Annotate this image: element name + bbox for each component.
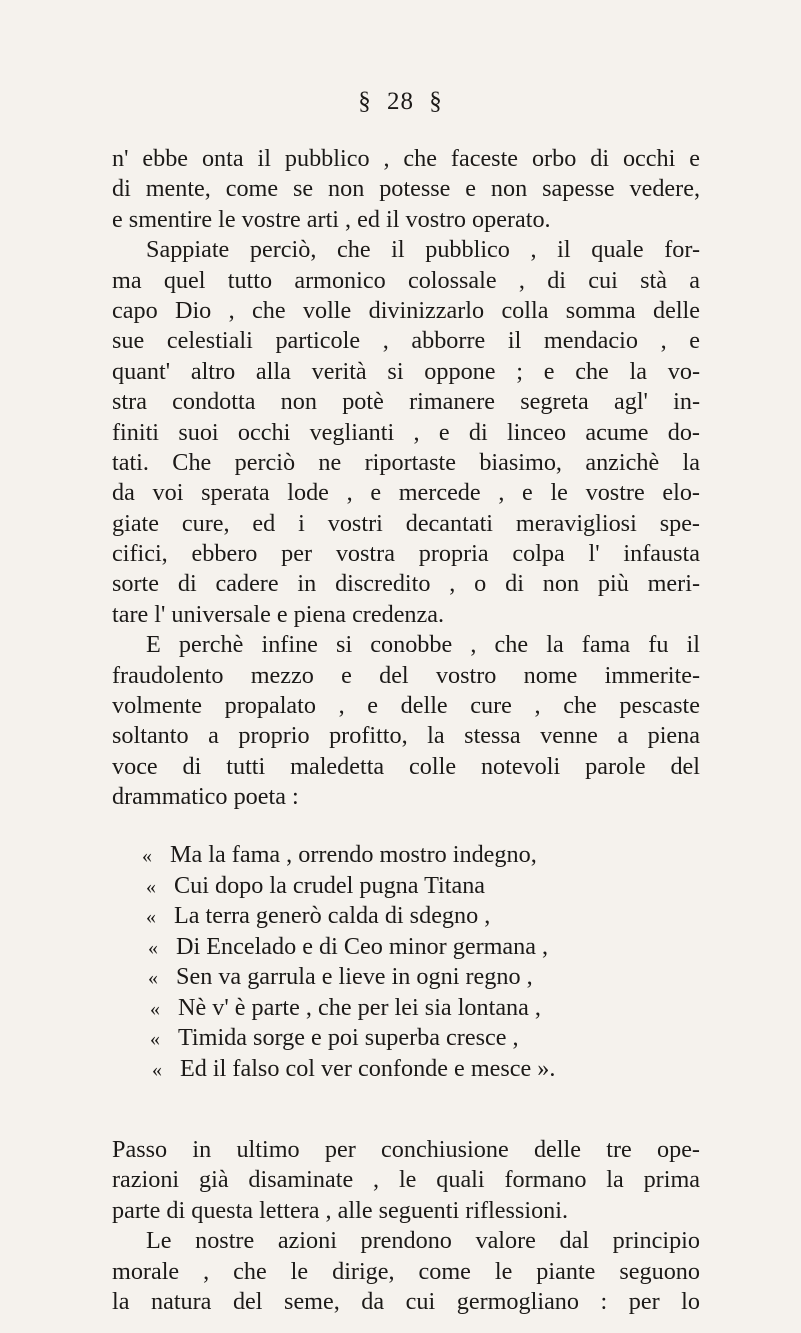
text-line: cifici, ebbero per vostra propria colpa l' infausta (112, 540, 700, 568)
prose-top (112, 144, 700, 813)
verse-text: La terra generò calda di sdegno , (174, 902, 491, 929)
text-line: voce di tutti maledetta colle notevoli parole del (112, 752, 700, 780)
verse-line (0, 901, 801, 932)
verse-line (0, 871, 801, 902)
text-line: morale , che le dirige, come le piante seguono (112, 1257, 700, 1285)
paragraph-5 (112, 1226, 700, 1317)
text-line: di mente, come se non potesse e non sapesse vedere, (112, 175, 700, 203)
verse-quote-mark: « (146, 906, 156, 928)
text-line: soltanto a proprio profitto, la stessa venne a piena (112, 722, 700, 750)
verse-line (0, 993, 801, 1024)
text-line: n' ebbe onta il pubblico , che faceste orbo di occhi e (112, 145, 700, 172)
verse-text: Timida sorge e poi superba cresce , (178, 1024, 519, 1051)
text-line: la natura del seme, da cui germogliano : per lo (112, 1287, 700, 1315)
verse-line (0, 840, 801, 871)
page-header (0, 88, 801, 116)
section-mark-left: § (358, 88, 372, 115)
text-line: fraudolento mezzo e del vostro nome immerite- (112, 661, 700, 689)
verse-line (0, 1054, 801, 1085)
verse-text: Ed il falso col ver confonde e mesce ». (180, 1054, 556, 1082)
text-line: tare l' universale e piena credenza. (112, 600, 445, 628)
verse-quote-mark: « (148, 936, 158, 959)
page-number: 28 (387, 88, 414, 115)
verse-quote-mark: « (142, 845, 152, 867)
text-line: capo Dio , che volle divinizzarlo colla somma delle (112, 296, 700, 324)
verse-text: Ma la fama , orrendo mostro indegno, (170, 841, 537, 868)
text-line: drammatico poeta : (112, 783, 299, 811)
text-line: sorte di cadere in discredito , o di non più meri- (112, 570, 700, 598)
verse-line (0, 1023, 801, 1054)
text-line: E perchè infine si conobbe , che la fama fu il (146, 631, 700, 659)
verse-quote-mark: « (150, 1028, 160, 1050)
poem (0, 840, 801, 1084)
paragraph-3 (112, 630, 700, 812)
verse-quote-mark: « (146, 875, 156, 898)
text-line: tati. Che perciò ne riportaste biasimo, anzichè la (112, 448, 700, 476)
text-line: quant' altro alla verità si oppone ; e che la vo- (112, 357, 700, 385)
verse-quote-mark: « (152, 1058, 162, 1081)
text-line: parte di questa lettera , alle seguenti riflessioni. (112, 1196, 569, 1224)
paragraph-2 (112, 235, 700, 630)
verse-text: Cui dopo la crudel pugna Titana (174, 871, 486, 899)
verse-quote-mark: « (148, 967, 158, 989)
verse-quote-mark: « (150, 997, 160, 1020)
text-line: finiti suoi occhi veglianti , e di linceo acume do- (112, 418, 700, 446)
verse-text: Nè v' è parte , che per lei sia lontana , (178, 993, 541, 1021)
text-line: e smentire le vostre arti , ed il vostro operato. (112, 205, 551, 233)
prose-bottom (112, 1135, 700, 1317)
verse-line (0, 962, 801, 993)
text-line: giate cure, ed i vostri decantati meravigliosi spe- (112, 509, 700, 537)
text-line: stra condotta non potè rimanere segreta agl' in- (112, 388, 700, 416)
text-line: sue celestiali particole , abborre il mendacio , e (112, 327, 700, 355)
paragraph-1 (112, 144, 700, 235)
paragraph-4 (112, 1135, 700, 1226)
text-line: volmente propalato , e delle cure , che pescaste (112, 692, 700, 720)
section-mark-right: § (429, 88, 443, 115)
verse-line (0, 932, 801, 963)
text-line: razioni già disaminate , le quali formano la prima (112, 1166, 700, 1194)
text-line: Passo in ultimo per conchiusione delle tre ope- (112, 1136, 700, 1163)
verse-text: Sen va garrula e lieve in ogni regno , (176, 963, 533, 990)
text-line: Le nostre azioni prendono valore dal principio (146, 1227, 700, 1255)
text-line: da voi sperata lode , e mercede , e le vostre elo- (112, 479, 700, 507)
verse-text: Di Encelado e di Ceo minor germana , (176, 932, 549, 960)
text-line: ma quel tutto armonico colossale , di cui stà a (112, 266, 700, 294)
text-line: Sappiate perciò, che il pubblico , il quale for- (146, 236, 700, 264)
